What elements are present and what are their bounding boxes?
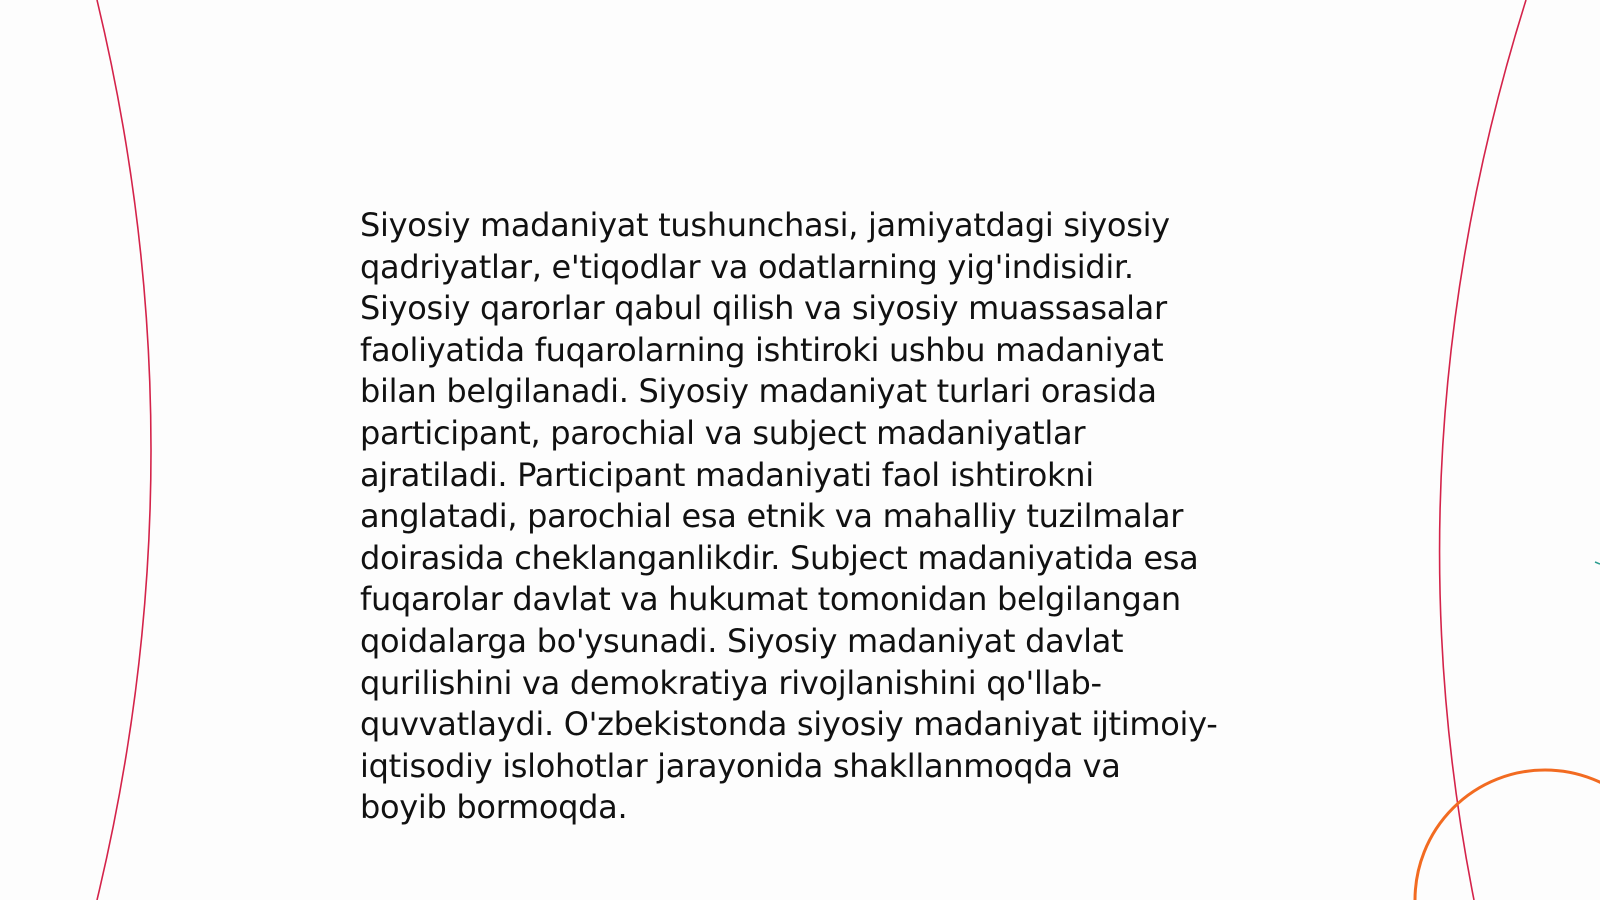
orange-circle-arc (1415, 770, 1600, 900)
teal-tick-mark (1595, 562, 1600, 564)
left-curve (97, 0, 151, 900)
body-paragraph: Siyosiy madaniyat tushunchasi, jamiyatdagi siyosiy qadriyatlar, e'tiqodlar va odatlarning yig'indisidir. Siyosiy qarorlar qabul qilish va siyosiy muassasalar faoliyatida fuqarolarning ishtiroki ushbu madaniyat bilan belgilanadi. Siyosiy madaniyat turlari orasida participant, parochial va subject madaniyatlar ajratiladi. Participant madaniyati faol ishtirokni anglatadi, parochial esa etnik va mahalliy tuzilmalar doirasida cheklanganlikdir. Subject madaniyatida esa fuqarolar davlat va hukumat tomonidan belgilangan qoidalarga bo'ysunadi. Siyosiy madaniyat davlat qurilishini va demokratiya rivojlanishini qo'llab- quvvatlaydi. O'zbekistonda siyosiy madaniyat ijtimoiy- iqtisodiy islohotlar jarayonida shakllanmoqda va boyib bormoqda. (360, 206, 1218, 827)
right-curve (1440, 0, 1526, 900)
